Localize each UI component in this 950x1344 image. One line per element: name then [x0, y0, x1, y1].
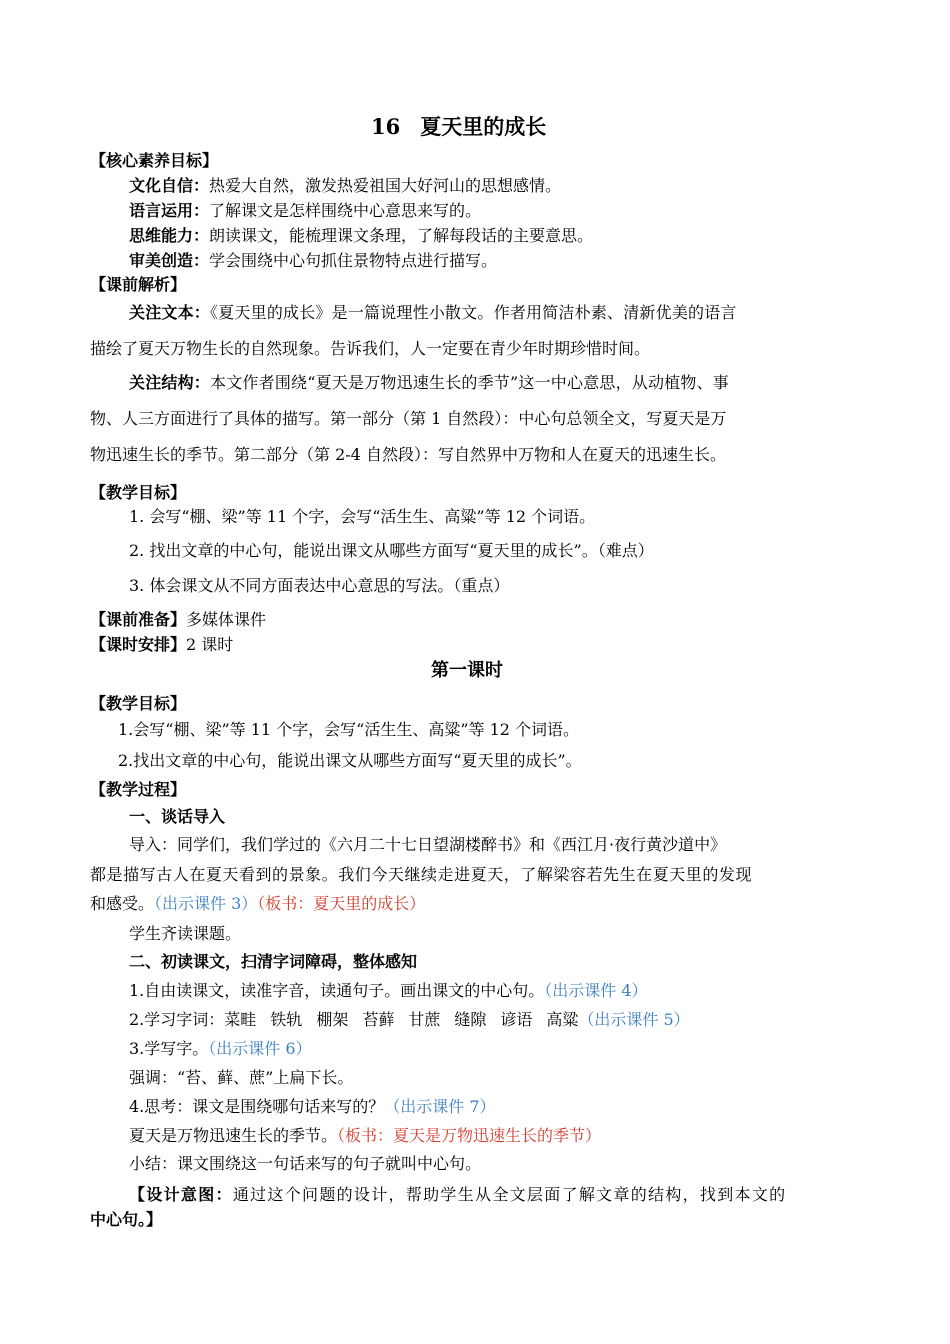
core-goal-culture: 文化自信：热爱大自然，激发热爱祖国大好河山的思想感情。	[129, 176, 562, 195]
core-goal-language: 语言运用：了解课文是怎样围绕中心意思来写的。	[129, 201, 482, 220]
core-goal-thinking: 思维能力：朗读课文，能梳理课文条理，了解每段话的主要意思。	[129, 226, 594, 245]
teaching-goal-2: 2. 找出文章的中心句，能说出课文从哪些方面写“夏天里的成长”。（难点）	[129, 541, 654, 560]
courseware-tag: （出示课件 4）	[544, 981, 648, 1000]
core-goals-heading: 【核心素养目标】	[90, 151, 219, 170]
step4-line: 4.思考：课文是围绕哪句话来写的？（出示课件 7）	[129, 1097, 496, 1116]
board-tag: （板书：夏天是万物迅速生长的季节）	[337, 1126, 602, 1145]
teaching-goal-3: 3. 体会课文从不同方面表达中心意思的写法。（重点）	[129, 576, 510, 595]
step2-line: 2.学习字词：菜畦 铁轨 棚架 苔藓 甘蔗 缝隙 谚语 高粱（出示课件 5）	[129, 1010, 690, 1029]
step1-line: 1.自由读课文，读准字音，读通句子。画出课文的中心句。（出示课件 4）	[129, 981, 648, 1000]
design-intent-line2: 中心句。】	[90, 1210, 163, 1229]
vocab-word: 菜畦	[224, 1010, 257, 1029]
lesson1-goal-2: 2.找出文章的中心句，能说出课文从哪些方面写“夏天里的成长”。	[118, 751, 582, 770]
courseware-tag: （出示课件 6）	[208, 1039, 312, 1058]
intro-line3: 和感受。（出示课件 3）（板书：夏天里的成长）	[90, 894, 426, 913]
summary-line: 小结：课文围绕这一句话来写的句子就叫中心句。	[129, 1154, 482, 1173]
vocab-word: 棚架	[316, 1010, 349, 1029]
vocab-word: 缝隙	[454, 1010, 487, 1029]
emphasis-line: 强调：“苔、藓、蔗”上扁下长。	[129, 1068, 354, 1087]
lesson1-goals-heading: 【教学目标】	[90, 694, 187, 713]
document-title	[371, 113, 546, 141]
lesson1-goal-1: 1.会写“棚、梁”等 11 个字，会写“活生生、高粱”等 12 个词语。	[118, 720, 580, 739]
intro-line1: 导入：同学们，我们学过的《六月二十七日望湖楼醉书》和《西江月·夜行黄沙道中》	[129, 835, 727, 854]
courseware-tag: （出示课件 5）	[578, 1010, 690, 1029]
analysis-structure-line1: 关注结构：本文作者围绕“夏天是万物迅速生长的季节”这一中心意思，从动植物、事	[129, 373, 729, 392]
vocab-word: 甘蔗	[408, 1010, 441, 1029]
lesson1-title: 第一课时	[431, 660, 503, 681]
board-tag: （板书：夏天里的成长）	[257, 894, 426, 913]
vocab-word: 铁轨	[270, 1010, 303, 1029]
schedule-line: 【课时安排】2 课时	[90, 635, 234, 654]
intro-line2: 都是描写古人在夏天看到的景象。我们今天继续走进夏天，了解梁容若先生在夏天里的发现	[90, 865, 753, 884]
section2-title: 二、初读课文，扫清字词障碍，整体感知	[129, 952, 418, 971]
preparation-line: 【课前准备】多媒体课件	[90, 610, 267, 629]
design-intent-line1: 【设计意图：通过这个问题的设计，帮助学生从全文层面了解文章的结构，找到本文的	[129, 1185, 787, 1204]
analysis-text-line2: 描绘了夏天万物生长的自然现象。告诉我们，人一定要在青少年时期珍惜时间。	[90, 339, 651, 358]
analysis-structure-line2: 物、人三方面进行了具体的描写。第一部分（第 1 自然段）：中心句总领全文，写夏天是万	[90, 409, 727, 428]
teaching-goal-1: 1. 会写“棚、梁”等 11 个字，会写“活生生、高粱”等 12 个词语。	[129, 507, 596, 526]
step3-line: 3.学写字。（出示课件 6）	[129, 1039, 312, 1058]
vocab-word: 谚语	[500, 1010, 533, 1029]
lesson-title: 夏天里的成长	[420, 114, 547, 139]
vocab-word: 苔藓	[362, 1010, 395, 1029]
analysis-text-line1: 关注文本：《夏天里的成长》是一篇说理性小散文。作者用简洁朴素、清新优美的语言	[129, 303, 737, 322]
lesson-number: 16	[371, 114, 401, 139]
read-title-line: 学生齐读课题。	[129, 924, 242, 943]
process-heading: 【教学过程】	[90, 780, 187, 799]
vocab-word: 高粱	[546, 1010, 579, 1029]
teaching-goals-heading: 【教学目标】	[90, 483, 187, 502]
analysis-heading: 【课前解析】	[90, 275, 187, 294]
courseware-tag: （出示课件 3）	[154, 894, 258, 913]
answer-line: 夏天是万物迅速生长的季节。（板书：夏天是万物迅速生长的季节）	[129, 1126, 602, 1145]
core-goal-aesthetic: 审美创造：学会围绕中心句抓住景物特点进行描写。	[129, 251, 498, 270]
analysis-structure-line3: 物迅速生长的季节。第二部分（第 2-4 自然段）：写自然界中万物和人在夏天的迅速生长。	[90, 445, 726, 464]
courseware-tag: （出示课件 7）	[384, 1097, 496, 1116]
section1-title: 一、谈话导入	[129, 807, 226, 826]
